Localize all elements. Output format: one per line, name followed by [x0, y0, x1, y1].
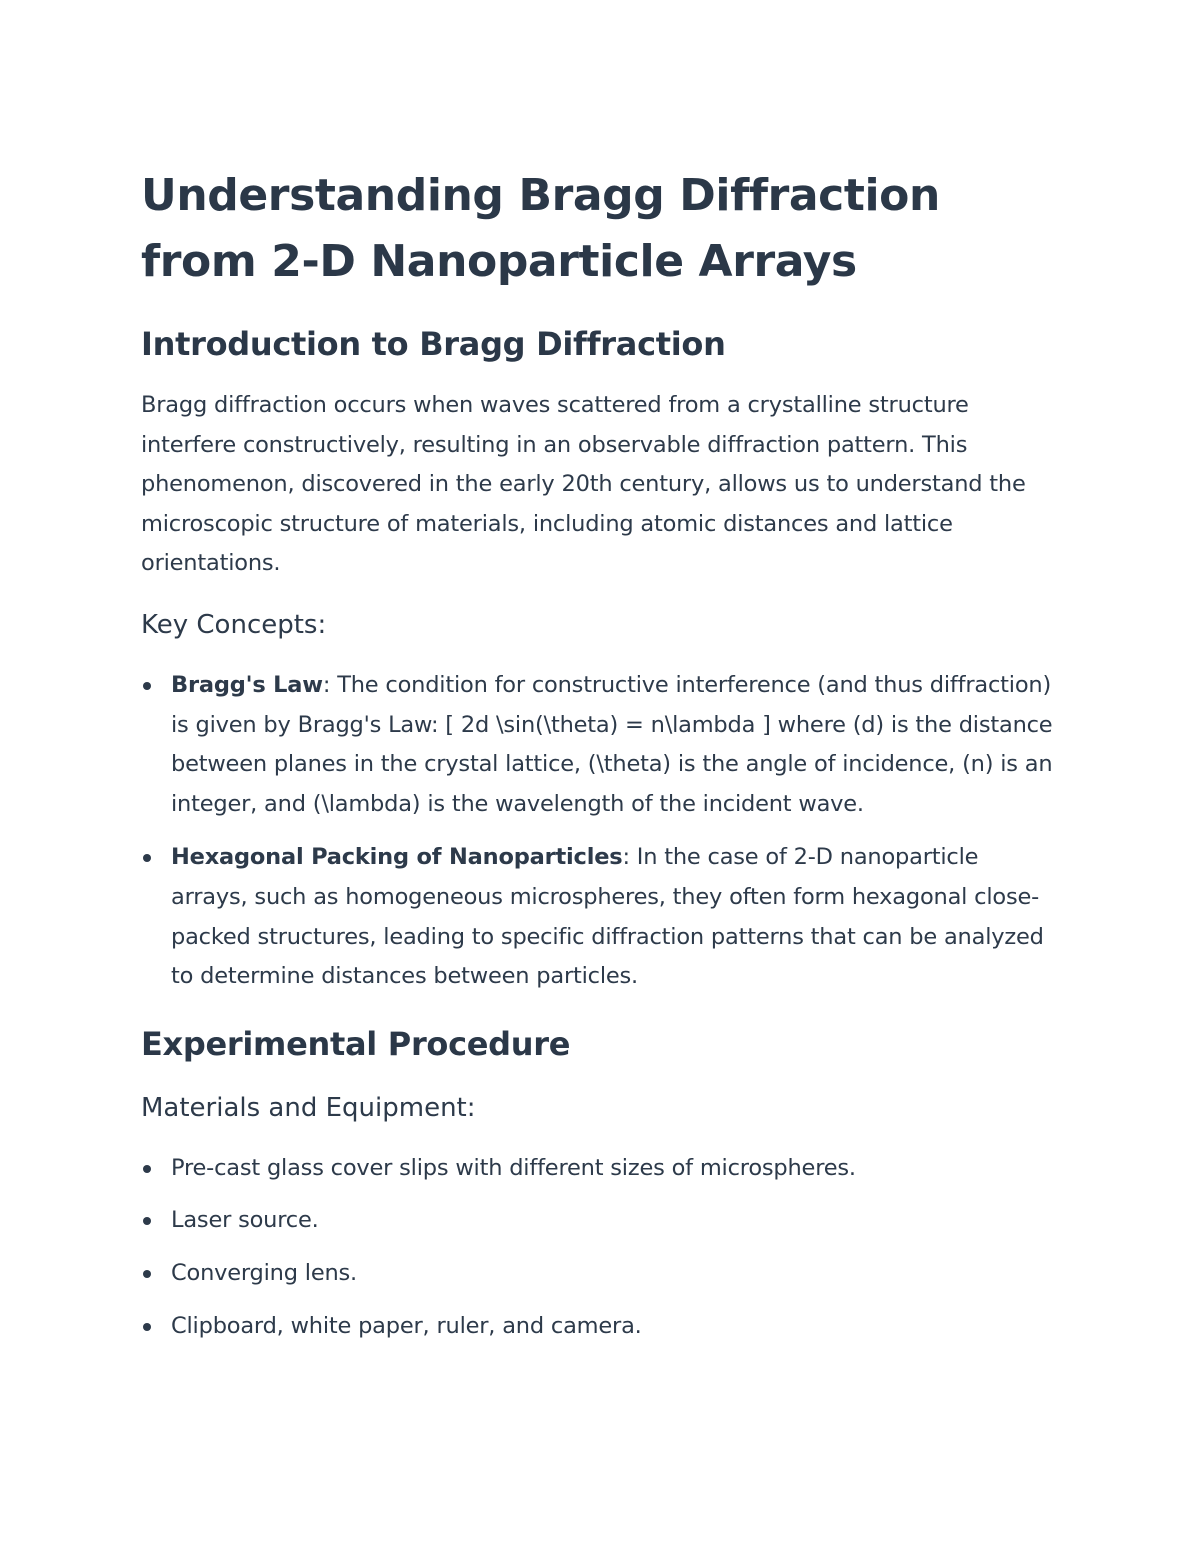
concept-term: Bragg's Law — [171, 671, 323, 698]
list-item-braggs-law — [141, 666, 1061, 824]
intro-paragraph: Bragg diffraction occurs when waves scattered from a crystalline structure interfere constructively, resulting in an observable diffraction pattern. This phenomenon, discovered in the early 20th century, allows us to understand the microscopic structure of materials, including atomic distances and lattice orientations. — [141, 392, 1026, 577]
section-heading-experimental-procedure: Experimental Procedure — [141, 1024, 571, 1063]
materials-list — [141, 1149, 1061, 1346]
material-text: Converging lens. — [171, 1259, 358, 1286]
bullet-icon — [143, 1323, 151, 1331]
bullet-icon — [143, 682, 151, 690]
bullet-icon — [143, 854, 151, 862]
material-text: Pre-cast glass cover slips with different sizes of microspheres. — [171, 1154, 856, 1181]
concept-term: Hexagonal Packing of Nanoparticles — [171, 844, 623, 871]
section-heading-introduction: Introduction to Bragg Diffraction — [141, 325, 726, 363]
list-item — [141, 1149, 1061, 1189]
bullet-icon — [143, 1270, 151, 1278]
material-text: Clipboard, white paper, ruler, and camera. — [171, 1312, 642, 1339]
document-page — [141, 163, 1061, 1346]
list-item — [141, 1254, 1061, 1294]
bullet-icon — [143, 1165, 151, 1173]
document-title: Understanding Bragg Diffraction from 2-D Nanoparticle Arrays — [141, 170, 940, 287]
list-item — [141, 1201, 1061, 1241]
key-concepts-heading: Key Concepts: — [141, 609, 327, 640]
key-concepts-list — [141, 666, 1061, 997]
concept-text: : The condition for constructive interference (and thus diffraction) is given by Bragg's Law: [ 2d \sin(\theta) = n\lambda ] where (d) is the distance between planes in the crystal lattice, (\theta) is the angle of incidence, (n) is an integer, and (\lambda) is the wavelength of the incident wave. — [171, 671, 1053, 817]
bullet-icon — [143, 1217, 151, 1225]
list-item — [141, 1307, 1061, 1347]
material-text: Laser source. — [171, 1207, 319, 1234]
materials-heading: Materials and Equipment: — [141, 1092, 476, 1123]
concept-text: : In the case of 2-D nanoparticle arrays, such as homogeneous microspheres, they often form hexagonal close-packed structures, leading to specific diffraction patterns that can be analyzed to determine distances between particles. — [171, 844, 1044, 990]
list-item-hexagonal-packing — [141, 838, 1061, 996]
